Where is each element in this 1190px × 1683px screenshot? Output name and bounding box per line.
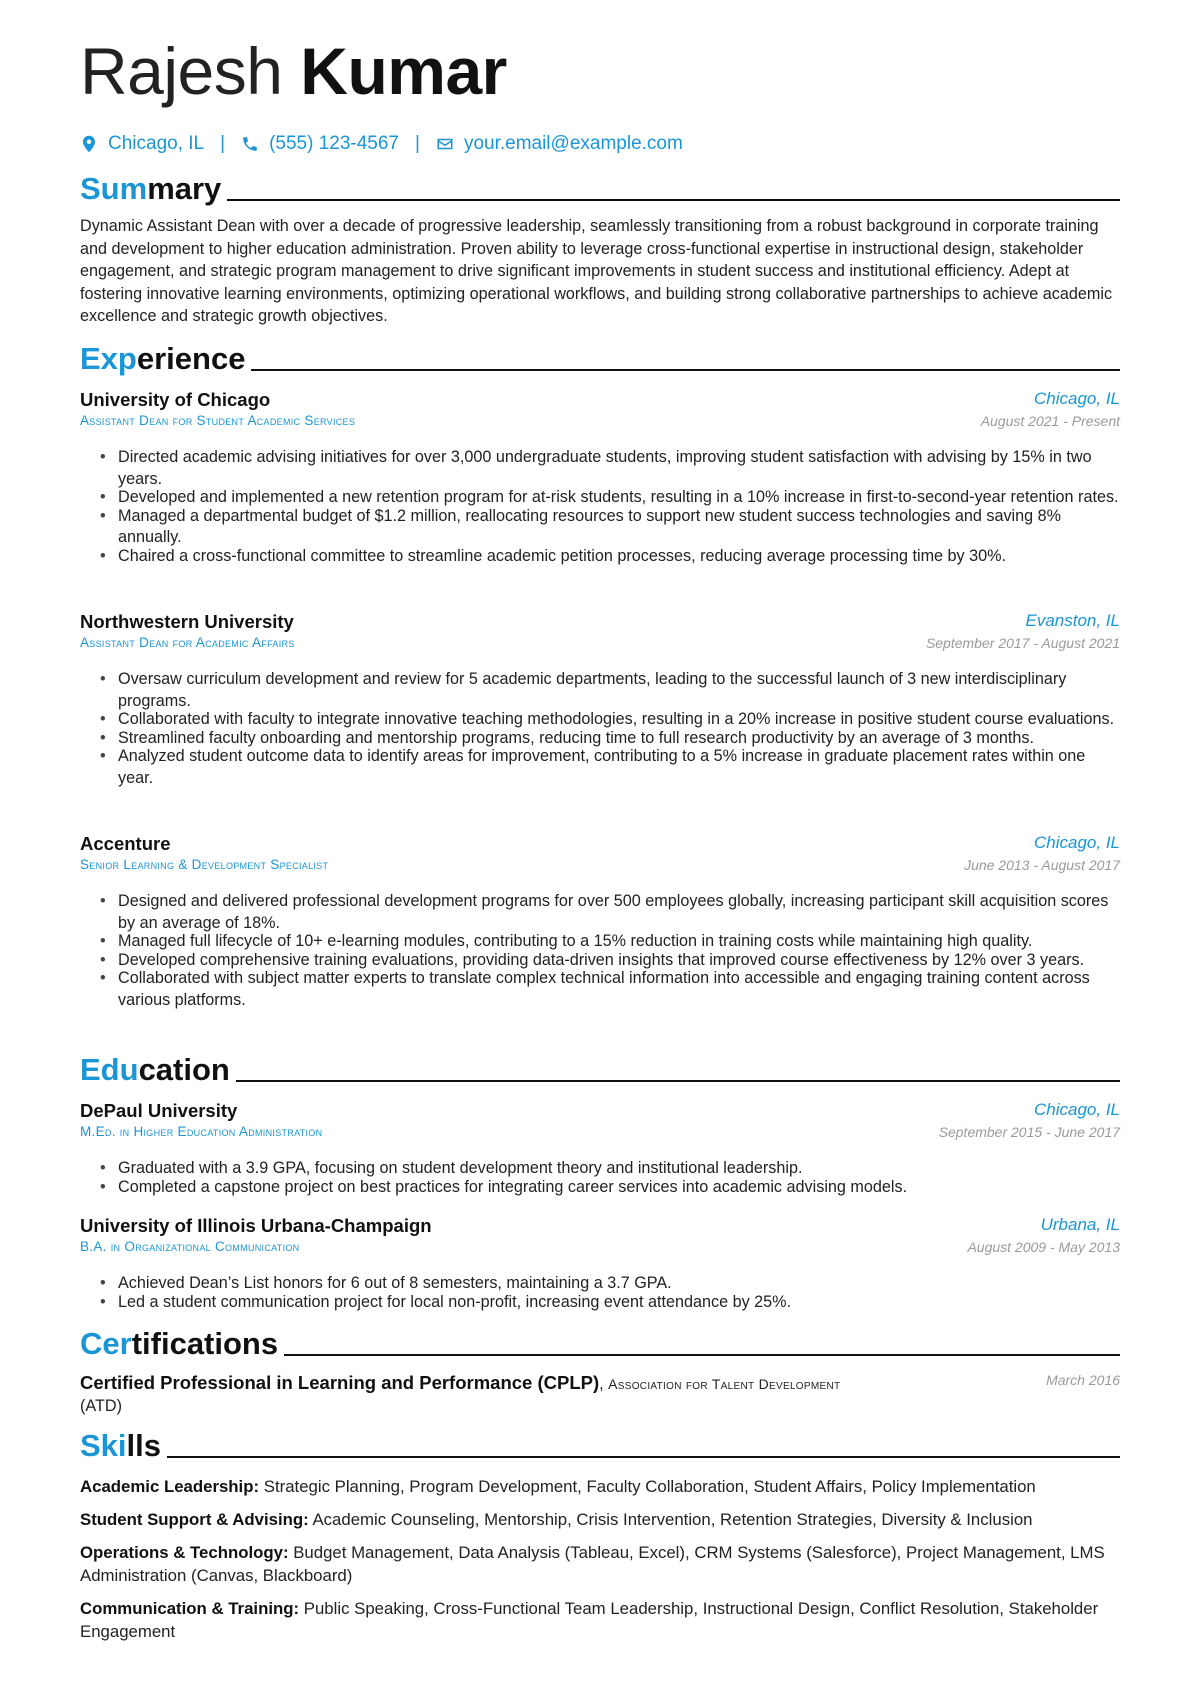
skill-group-label: Student Support & Advising: — [80, 1510, 309, 1529]
heading-rest: lls — [126, 1428, 161, 1463]
entry-dates: August 2009 - May 2013 — [967, 1239, 1120, 1255]
organization: Accenture — [80, 833, 171, 854]
heading-accent: Edu — [80, 1052, 139, 1087]
experience-bullets — [98, 669, 1120, 786]
bullet-item: • Collaborated with faculty to integrate innovative teaching methodologies, resulting in a 20% increase in positive student course evaluations. — [98, 709, 1120, 731]
envelope-icon — [436, 135, 454, 153]
skill-group-items: Budget Management, Data Analysis (Tableau, Excel), CRM Systems (Salesforce), Project Management, LMS Administration (Canvas, Blackboard) — [80, 1543, 1105, 1585]
certification-line — [80, 1372, 880, 1417]
certification-name: Certified Professional in Learning and Performance (CPLP) — [80, 1372, 600, 1393]
bullet-item: • Led a student communication project for local non-profit, increasing event attendance by 25%. — [98, 1292, 1120, 1314]
map-pin-icon — [80, 135, 98, 153]
bullet-item: • Completed a capstone project on best practices for integrating career services into academic advising models. — [98, 1177, 1120, 1199]
bullet-item: • Directed academic advising initiatives for over 3,000 undergraduate students, improving student satisfaction with advising by 15% in two years. — [98, 447, 1120, 490]
heading-accent: Ski — [80, 1428, 127, 1463]
certification-entry — [80, 1372, 1120, 1417]
contact-separator: | — [415, 133, 420, 154]
certification-comma: , — [599, 1375, 604, 1393]
education-bullets — [98, 1273, 1120, 1310]
entry-dates: August 2021 - Present — [980, 413, 1120, 429]
skill-group — [80, 1476, 1120, 1499]
entry-location: Chicago, IL — [1034, 1100, 1120, 1119]
skill-group — [80, 1542, 1120, 1587]
contact-bar — [80, 133, 683, 155]
experience-bullets — [98, 447, 1120, 564]
bullet-item: • Designed and delivered professional development programs for over 500 employees globally, increasing participant skill acquisition scores by an average of 18%. — [98, 891, 1120, 934]
skills-heading — [80, 1430, 1120, 1461]
bullet-item: • Managed a departmental budget of $1.2 million, reallocating resources to support new student success technologies and saving 8% annually. — [98, 506, 1120, 549]
certifications-heading — [80, 1328, 1120, 1359]
bullet-item: • Chaired a cross-functional committee to streamline academic petition processes, reducing average processing time by 30%. — [98, 546, 1120, 568]
bullet-item: • Analyzed student outcome data to identify areas for improvement, contributing to a 5% increase in graduate placement rates within one year. — [98, 746, 1120, 789]
skill-group-items: Strategic Planning, Program Development, Faculty Collaboration, Student Affairs, Policy Implementation — [263, 1477, 1036, 1496]
contact-phone[interactable] — [241, 133, 399, 155]
heading-rule — [227, 199, 1120, 201]
skill-group — [80, 1598, 1120, 1643]
candidate-name — [80, 34, 507, 108]
heading-rest: mary — [147, 171, 222, 206]
organization: University of Chicago — [80, 389, 271, 410]
education-bullets — [98, 1158, 1120, 1195]
phone-text: (555) 123-4567 — [269, 133, 399, 154]
institution: DePaul University — [80, 1100, 238, 1121]
entry-location: Evanston, IL — [1025, 611, 1120, 630]
location-text: Chicago, IL — [108, 133, 205, 154]
contact-location — [80, 133, 204, 155]
contact-email[interactable] — [436, 133, 683, 155]
heading-rule — [236, 1080, 1120, 1082]
heading-accent: Exp — [80, 341, 137, 376]
bullet-item: • Collaborated with subject matter experts to translate complex technical information into accessible and engaging training content across various platforms. — [98, 968, 1120, 1011]
institution: University of Illinois Urbana-Champaign — [80, 1215, 432, 1236]
skill-group-items: Public Speaking, Cross-Functional Team Leadership, Instructional Design, Conflict Resolution, Stakeholder Engagement — [80, 1599, 1099, 1641]
entry-dates: September 2017 - August 2021 — [925, 635, 1120, 651]
heading-rule — [284, 1354, 1120, 1356]
heading-accent: Cer — [80, 1326, 132, 1361]
certification-issuer: Association for Talent Development — [608, 1376, 841, 1392]
certification-date: March 2016 — [1046, 1372, 1120, 1388]
heading-rest: cation — [138, 1052, 230, 1087]
last-name: Kumar — [300, 34, 507, 108]
skill-group-label: Operations & Technology: — [80, 1543, 289, 1562]
bullet-item: • Streamlined faculty onboarding and mentorship programs, reducing time to full research productivity by an average of 3 months. — [98, 728, 1120, 750]
job-title: Assistant Dean for Academic Affairs — [80, 635, 295, 650]
phone-icon — [241, 135, 259, 153]
entry-location: Chicago, IL — [1034, 389, 1120, 408]
heading-accent: Sum — [80, 171, 148, 206]
degree: M.Ed. in Higher Education Administration — [80, 1124, 323, 1139]
bullet-item: • Managed full lifecycle of 10+ e-learning modules, contributing to a 15% reduction in training costs while maintaining high quality. — [98, 931, 1120, 953]
organization: Northwestern University — [80, 611, 294, 632]
bullet-item: • Achieved Dean’s List honors for 6 out of 8 semesters, maintaining a 3.7 GPA. — [98, 1273, 1120, 1295]
email-text: your.email@example.com — [463, 133, 683, 154]
heading-rest: tifications — [131, 1326, 279, 1361]
bullet-item: • Developed comprehensive training evaluations, providing data-driven insights that improved course effectiveness by 12% over 3 years. — [98, 950, 1120, 972]
summary-text: Dynamic Assistant Dean with over a decade of progressive leadership, seamlessly transitioning from a robust background in corporate training and development to higher education administration. Proven ability to leverage cross-functional expertise in instructional design, stakeholder engagement, and strategic program management to drive significant improvements in student success and institutional efficiency. Adept at fostering innovative learning environments, optimizing operational workflows, and building strong collaborative partnerships to achieve academic excellence and strategic growth objectives. — [80, 217, 1113, 326]
contact-separator: | — [220, 133, 226, 154]
experience-bullets — [98, 891, 1120, 1008]
first-name: Rajesh — [80, 34, 283, 108]
entry-dates: June 2013 - August 2017 — [964, 857, 1120, 873]
job-title: Senior Learning & Development Specialist — [80, 857, 329, 872]
bullet-item: • Developed and implemented a new retention program for at-risk students, resulting in a 10% increase in first-to-second-year retention rates. — [98, 487, 1120, 509]
bullet-item: • Oversaw curriculum development and review for 5 academic departments, leading to the successful launch of 3 new interdisciplinary programs. — [98, 669, 1120, 712]
bullet-item: • Graduated with a 3.9 GPA, focusing on student development theory and institutional leadership. — [98, 1158, 1120, 1180]
job-title: Assistant Dean for Student Academic Services — [80, 413, 356, 428]
skill-group-label: Academic Leadership: — [80, 1477, 260, 1496]
skill-group-items: Academic Counseling, Mentorship, Crisis Intervention, Retention Strategies, Diversity & Inclusion — [312, 1510, 1033, 1529]
entry-location: Urbana, IL — [1040, 1215, 1120, 1234]
experience-heading — [80, 343, 1120, 374]
entry-dates: September 2015 - June 2017 — [938, 1124, 1120, 1140]
skill-group — [80, 1509, 1120, 1532]
certification-issuer-abbr: (ATD) — [80, 1397, 122, 1415]
education-heading — [80, 1054, 1120, 1085]
heading-rule — [167, 1456, 1120, 1458]
heading-rest: erience — [136, 341, 246, 376]
skill-group-label: Communication & Training: — [80, 1599, 300, 1618]
summary-heading — [80, 173, 1120, 204]
degree: B.A. in Organizational Communication — [80, 1239, 300, 1254]
heading-rule — [251, 369, 1120, 371]
entry-location: Chicago, IL — [1034, 833, 1120, 852]
